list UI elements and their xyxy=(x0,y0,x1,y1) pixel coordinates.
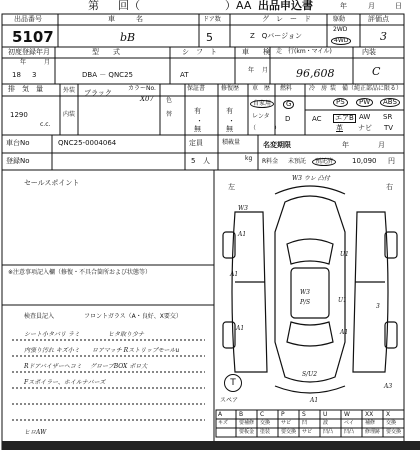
equip-tv: TV xyxy=(384,124,394,132)
mark-right-a3: A3 xyxy=(384,383,393,390)
legend-cell: 要板金 xyxy=(239,429,255,435)
legend-cell: 塗装 xyxy=(260,429,271,435)
legend-cell: 修理跡 xyxy=(365,429,381,435)
inspector-line-2: 内張り汚れ キズ小ミ xyxy=(24,347,80,354)
meigi-year: 年 xyxy=(342,141,349,149)
doors-label: ドア数 xyxy=(203,16,221,23)
equip-sr: SR xyxy=(383,113,393,121)
repair-label: 修復歴 xyxy=(221,85,240,92)
mark-left-a1: A1 xyxy=(238,231,247,238)
fuel-g: G xyxy=(283,100,294,109)
legend-cell: 補修 xyxy=(365,420,376,426)
legend-cell: X xyxy=(386,411,391,418)
warranty-opt-no: 無 xyxy=(194,125,201,133)
legend-cell: サビ xyxy=(281,420,292,426)
recycle-status: 未預託 xyxy=(288,158,307,165)
drive-label: 駆動 xyxy=(333,16,346,23)
reg-month-label: 月 xyxy=(44,59,51,66)
notes-label: ※注意事項記入欄（修復・不具合箇所および状態等） xyxy=(8,269,152,276)
equip-pw: PW xyxy=(356,98,373,107)
grade-value: Z Qバージョン xyxy=(250,32,303,40)
displacement-value: 1290 xyxy=(10,111,28,119)
inspector-line-1: シート小タバリ ラミ xyxy=(24,331,80,338)
inspector-glass: フロントガラス（A・良好、X要交） xyxy=(84,313,182,320)
mark-right-a1: A1 xyxy=(340,329,349,336)
shift-label: シ フ ト xyxy=(182,48,217,56)
meigi-month: 月 xyxy=(378,141,385,149)
regkind-rental: レンタ xyxy=(252,113,270,120)
chassis-label: 車台No xyxy=(6,139,30,147)
mark-roof-ps: P/S xyxy=(300,299,311,306)
header-title-left: 第 xyxy=(88,0,99,12)
aircon-label: 冷 房 xyxy=(309,85,328,92)
inspector-line-5: ヒタ取り少ナ xyxy=(108,331,145,338)
legend-cell: サビ xyxy=(302,429,313,435)
equip-ps: PS xyxy=(333,98,348,107)
lot-value: 5107 xyxy=(12,28,54,46)
color-int-label: 内装 xyxy=(63,111,76,118)
reg-era-label: 年 xyxy=(20,59,27,66)
regkind-bracket: （ ） xyxy=(250,125,281,132)
legend-cell: 要交換 xyxy=(386,429,402,435)
repair-opt-no: 無 xyxy=(226,125,233,133)
shift-value: AT xyxy=(180,71,189,79)
regkind-label: 車 歴 xyxy=(252,85,271,92)
mark-roof-w3: W3 xyxy=(300,289,310,296)
displacement-unit: c.c. xyxy=(40,121,51,128)
inspector-line-6: ロアマッチ Rストリップモールu xyxy=(92,347,180,354)
legend-cell: 波 xyxy=(323,420,329,426)
inspector-line-7: グローブBOX ボロ大 xyxy=(90,363,148,370)
regkind-private: 自家用 xyxy=(250,100,274,108)
car-name-label: 車 名 xyxy=(108,15,143,23)
mark-front: W3 ウレ 凸付 xyxy=(292,175,330,182)
mileage-value: 96,608 xyxy=(296,67,335,80)
meigi-label: 名変期限 xyxy=(263,141,291,149)
inspection-month: 月 xyxy=(262,67,269,74)
lot-label: 出品番号 xyxy=(14,15,42,23)
car-name-value: bB xyxy=(120,31,136,44)
load-unit: kg xyxy=(245,155,253,162)
equip-label: 装 備（純正部品に限る） xyxy=(330,85,403,92)
mark-right-3: 3 xyxy=(376,303,380,310)
color-ext-label: 外装 xyxy=(63,87,76,94)
equip-airbag: エアB xyxy=(335,114,354,122)
legend-cell: キズ xyxy=(218,420,228,426)
recycle-label: R料金 xyxy=(262,158,279,165)
inspection-year: 年 xyxy=(248,67,255,74)
interior-label: 内装 xyxy=(362,48,376,56)
capacity-value: 5 xyxy=(191,157,196,165)
recycle-amount: 10,090 xyxy=(352,157,377,165)
color-iro: 色 xyxy=(166,97,173,104)
repair-opt-yes: 有 xyxy=(226,107,233,115)
recycle-opt: 預託済 xyxy=(312,158,336,166)
reg-year: 18 xyxy=(12,71,21,79)
capacity-label: 定員 xyxy=(189,139,203,147)
chassis-value: QNC25-0004064 xyxy=(58,139,117,147)
grade-label: グ レ ー ド xyxy=(262,15,311,23)
color-code-label: カラーNo. xyxy=(128,85,156,92)
inspection-label: 車 検 xyxy=(242,48,270,56)
equip-aw: AW xyxy=(359,113,371,121)
mark-right-u1-b: U1 xyxy=(340,251,349,258)
spare-label: スペア xyxy=(220,397,239,404)
warranty-opt-yes: 有 xyxy=(194,107,201,115)
legend-cell: XX xyxy=(365,411,374,418)
legend-cell: A xyxy=(218,411,223,418)
diagram-left-label: 左 xyxy=(228,183,235,191)
drive-4wd: 4WD xyxy=(331,37,351,45)
fuel-d: D xyxy=(285,115,291,123)
header-title-mid: 回（ xyxy=(118,0,140,12)
legend-cell: B xyxy=(239,411,244,418)
model-value: DBA － QNC25 xyxy=(82,71,133,79)
reg-month: 3 xyxy=(32,71,37,79)
legend-cell: 凹 xyxy=(302,420,308,426)
signature: ヒロAW xyxy=(24,429,47,436)
mileage-label: 走 行(km・マイル) xyxy=(276,48,332,55)
mark-rear-a1: A1 xyxy=(310,397,319,404)
reg-label: 初度登録年月 xyxy=(8,48,50,56)
mark-left-rear: A1 xyxy=(236,325,245,332)
header-title-right: ）AA xyxy=(225,0,252,12)
score-value: 3 xyxy=(380,30,387,43)
score-label: 評価点 xyxy=(368,15,389,23)
spare-tire-icon: T xyxy=(224,374,242,392)
legend-cell: 凹凸 xyxy=(323,429,334,435)
equip-abs: ABS xyxy=(380,98,400,107)
load-label: 積載量 xyxy=(222,139,241,146)
doors-value: 5 xyxy=(206,31,213,44)
equip-leather: 革 xyxy=(336,124,343,132)
header-day: 日 xyxy=(395,2,402,10)
equip-navi: ナビ xyxy=(358,124,372,132)
legend-cell: S xyxy=(302,411,306,418)
inspector-line-4: Fスポイラー、ホイルナバーズ xyxy=(24,379,106,386)
mark-left-front: W3 xyxy=(238,205,248,212)
mark-left-a1-b: A1 xyxy=(230,271,239,278)
aircon-value: AC xyxy=(312,115,322,123)
color-gae: 替 xyxy=(166,111,173,118)
legend-cell: 要補修 xyxy=(239,420,255,426)
model-label: 型 式 xyxy=(92,48,120,56)
header-year: 年 xyxy=(340,2,347,10)
sales-point-label: セールスポイント xyxy=(24,179,80,187)
recycle-yen: 円 xyxy=(388,157,395,165)
mark-right-u1: U1 xyxy=(338,297,347,304)
legend-cell: 交換 xyxy=(260,420,271,426)
color-value: ブラック xyxy=(84,89,112,97)
legend-cell: U xyxy=(323,411,328,418)
registration-label: 登録No xyxy=(6,157,30,165)
inspector-label: 検査員記入 xyxy=(24,313,55,320)
warranty-label: 保証書 xyxy=(187,85,206,92)
capacity-unit: 人 xyxy=(203,157,210,165)
legend-cell: W xyxy=(344,411,350,418)
warranty-opt-dot: ・ xyxy=(196,117,203,125)
drive-2wd: 2WD xyxy=(333,26,348,33)
header-month: 月 xyxy=(368,2,375,10)
mark-rear-su2: S/U2 xyxy=(302,371,318,378)
diagram-right-label: 右 xyxy=(386,183,393,191)
inspector-line-3: Rドアバイザーヘコミ xyxy=(24,363,82,370)
legend-cell: P xyxy=(281,411,285,418)
legend-cell: 交換 xyxy=(386,420,397,426)
interior-value: C xyxy=(372,65,381,78)
header-title-ext: 出品申込書 xyxy=(258,0,313,12)
repair-opt-dot: ・ xyxy=(228,117,235,125)
fuel-label: 燃料 xyxy=(280,85,293,92)
legend-cell: C xyxy=(260,411,265,418)
legend-cell: 凹凸 xyxy=(344,429,355,435)
color-code: X07 xyxy=(140,95,154,103)
legend-cell: ペイ xyxy=(344,420,355,426)
legend-cell: 要交換 xyxy=(281,429,297,435)
displacement-label: 排 気 量 xyxy=(8,85,43,93)
